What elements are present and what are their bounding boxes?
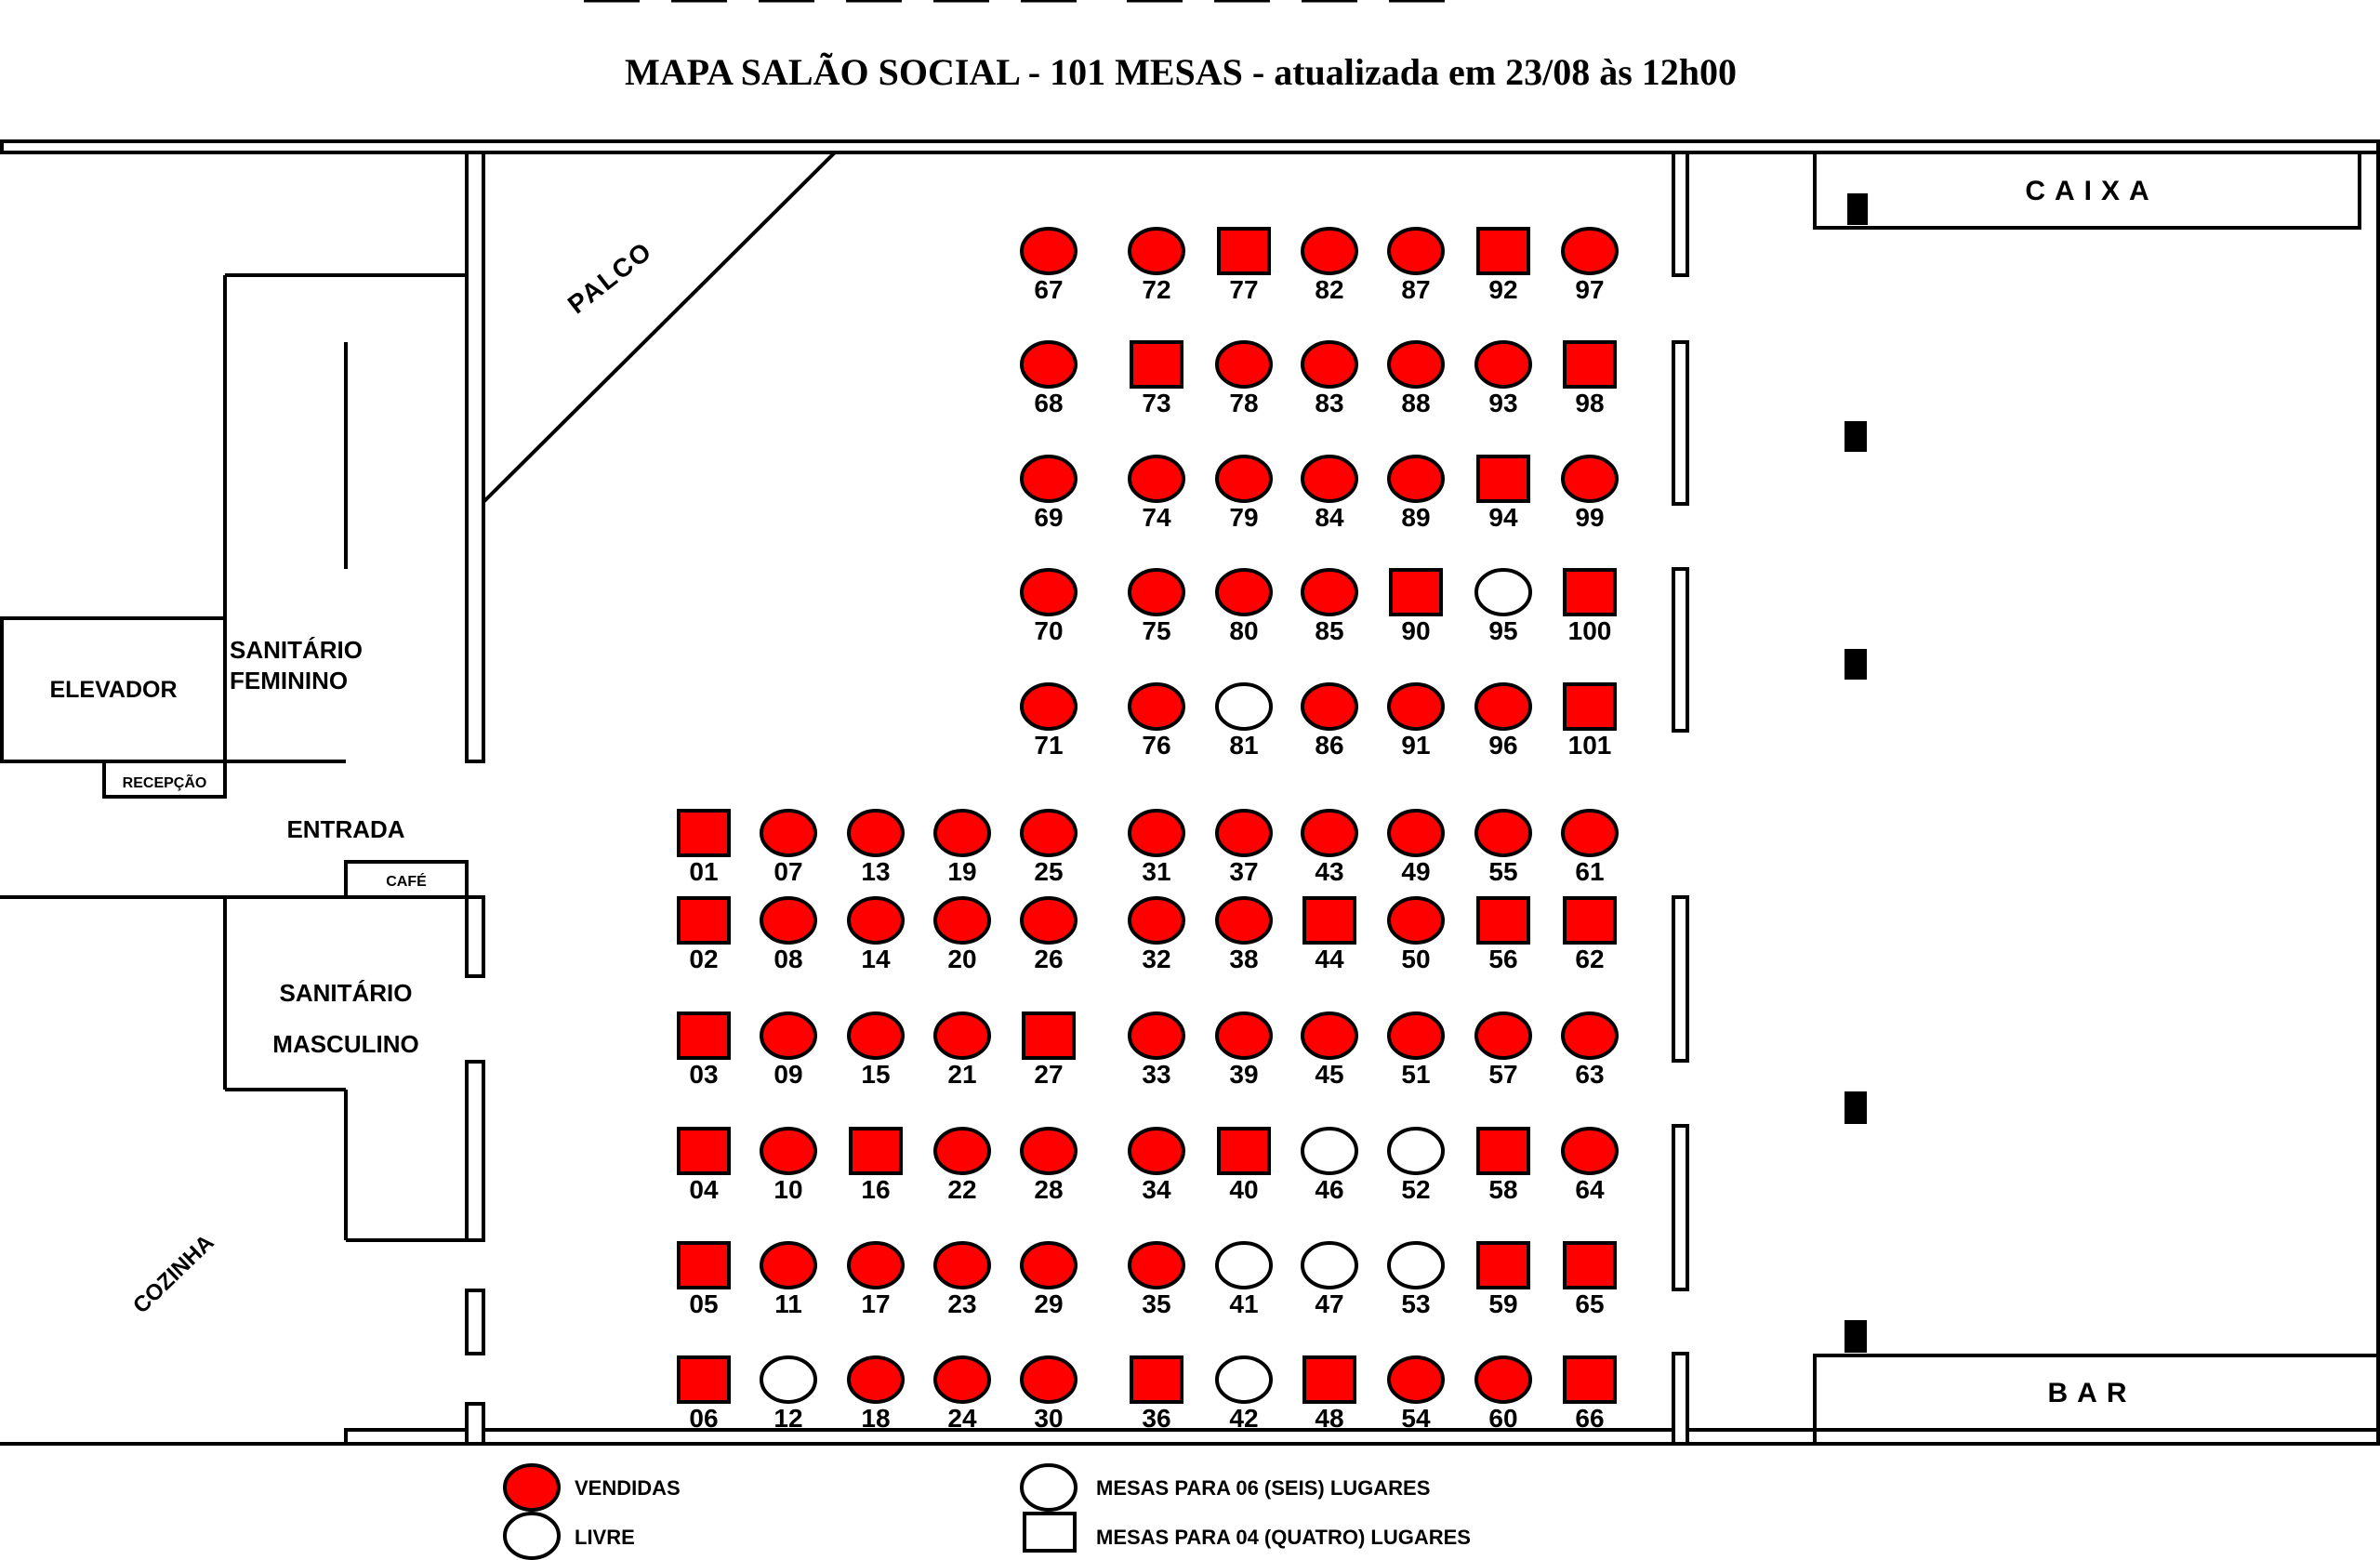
table-shape-round-sold[interactable] <box>1302 570 1356 615</box>
table-shape-square-sold[interactable] <box>1565 342 1615 387</box>
label-sanitario-feminino-1: SANITÁRIO <box>230 636 363 664</box>
table-number: 88 <box>1401 389 1431 417</box>
table-number: 60 <box>1488 1404 1518 1433</box>
table-number: 87 <box>1401 275 1431 304</box>
table-shape-round-sold[interactable] <box>1389 229 1443 273</box>
table-shape-square-sold[interactable] <box>1131 1357 1182 1402</box>
table-number: 84 <box>1315 503 1344 532</box>
label-sanitario-feminino-2: FEMININO <box>230 667 349 694</box>
table-number: 27 <box>1034 1060 1064 1089</box>
label-cozinha: COZINHA <box>128 1229 219 1319</box>
table-shape-round-sold[interactable] <box>1217 1013 1271 1058</box>
table-number: 74 <box>1142 503 1171 532</box>
table-shape-round-sold[interactable] <box>1130 456 1183 501</box>
table-shape-round-sold[interactable] <box>1476 1357 1530 1402</box>
table-number: 75 <box>1142 616 1171 645</box>
table-shape-square-sold[interactable] <box>679 811 729 855</box>
table-number: 12 <box>774 1404 803 1433</box>
table-shape-square-sold[interactable] <box>1565 684 1615 729</box>
table-shape-round-free[interactable] <box>1302 1243 1356 1288</box>
table-number: 48 <box>1315 1404 1344 1433</box>
label-entrada: ENTRADA <box>286 815 405 843</box>
table-shape-square-sold[interactable] <box>1565 1357 1615 1402</box>
table-shape-round-sold[interactable] <box>1476 811 1530 855</box>
table-number: 10 <box>774 1175 803 1204</box>
table-number: 93 <box>1488 389 1518 417</box>
table-shape-square-sold[interactable] <box>679 1129 729 1173</box>
table-shape-round-sold[interactable] <box>1389 456 1443 501</box>
table-shape-round-sold[interactable] <box>1389 1357 1443 1402</box>
table-shape-round-free[interactable] <box>1389 1129 1443 1173</box>
table-number: 35 <box>1142 1289 1171 1318</box>
label-palco: PALCO <box>562 235 658 320</box>
label-elevador: ELEVADOR <box>49 677 178 703</box>
table-number: 26 <box>1034 945 1064 973</box>
table-number: 40 <box>1229 1175 1259 1204</box>
table-shape-round-sold[interactable] <box>1217 898 1271 943</box>
table-shape-round-free[interactable] <box>1217 684 1271 729</box>
table-shape-square-sold[interactable] <box>1565 1243 1615 1288</box>
table-shape-round-sold[interactable] <box>1476 1013 1530 1058</box>
table-shape-square-sold[interactable] <box>1391 570 1441 615</box>
table-shape-round-sold[interactable] <box>761 1243 815 1288</box>
table-number: 85 <box>1315 616 1344 645</box>
table-shape-round-sold[interactable] <box>935 1357 989 1402</box>
table-number: 46 <box>1315 1175 1344 1204</box>
table-number: 78 <box>1229 389 1259 417</box>
table-shape-round-sold[interactable] <box>1022 570 1076 615</box>
legend-four-seats-label: MESAS PARA 04 (QUATRO) LUGARES <box>1096 1526 1471 1549</box>
table-shape-round-sold[interactable] <box>849 1243 903 1288</box>
legend-square-swatch <box>1025 1514 1075 1551</box>
legend-free-swatch <box>505 1514 559 1558</box>
table-number: 03 <box>689 1060 719 1089</box>
table-number: 73 <box>1142 389 1171 417</box>
table-number: 38 <box>1229 945 1259 973</box>
table-shape-round-sold[interactable] <box>1022 1243 1076 1288</box>
table-number: 100 <box>1567 616 1612 645</box>
table-number: 17 <box>861 1289 891 1318</box>
table-number: 54 <box>1401 1404 1431 1433</box>
table-number: 59 <box>1488 1289 1518 1318</box>
table-number: 81 <box>1229 731 1259 760</box>
table-number: 36 <box>1142 1404 1171 1433</box>
legend-sold-swatch <box>505 1465 559 1510</box>
table-shape-round-sold[interactable] <box>1563 1129 1617 1173</box>
label-caixa: CAIXA <box>2025 176 2159 206</box>
legend-round-swatch <box>1022 1465 1076 1510</box>
table-number: 49 <box>1401 857 1431 886</box>
table-number: 08 <box>774 945 803 973</box>
table-shape-round-sold[interactable] <box>1130 811 1183 855</box>
table-number: 58 <box>1488 1175 1518 1204</box>
table-shape-round-sold[interactable] <box>935 1243 989 1288</box>
table-shape-square-sold[interactable] <box>1304 898 1355 943</box>
table-number: 82 <box>1315 275 1344 304</box>
table-shape-square-sold[interactable] <box>1024 1013 1074 1058</box>
table-101[interactable] <box>1565 684 1615 760</box>
table-shape-round-sold[interactable] <box>849 1013 903 1058</box>
table-shape-round-sold[interactable] <box>1389 342 1443 387</box>
table-number: 29 <box>1034 1289 1064 1318</box>
table-number: 04 <box>689 1175 719 1204</box>
table-number: 66 <box>1575 1404 1605 1433</box>
label-sanitario-masculino-2: MASCULINO <box>272 1030 419 1058</box>
table-number: 11 <box>774 1289 802 1318</box>
table-number: 57 <box>1488 1060 1518 1089</box>
table-number: 101 <box>1567 731 1612 760</box>
table-number: 22 <box>947 1175 977 1204</box>
legend-sold-label: VENDIDAS <box>575 1476 681 1500</box>
table-shape-round-sold[interactable] <box>1302 229 1356 273</box>
table-number: 01 <box>689 857 719 886</box>
table-number: 70 <box>1034 616 1064 645</box>
table-shape-round-sold[interactable] <box>849 898 903 943</box>
table-shape-square-sold[interactable] <box>1565 570 1615 615</box>
legend-six-seats-label: MESAS PARA 06 (SEIS) LUGARES <box>1096 1476 1431 1500</box>
table-shape-square-sold[interactable] <box>1478 1129 1528 1173</box>
table-shape-round-sold[interactable] <box>1563 1013 1617 1058</box>
table-number: 76 <box>1142 731 1171 760</box>
table-number: 06 <box>689 1404 719 1433</box>
table-shape-round-sold[interactable] <box>1130 229 1183 273</box>
table-shape-round-sold[interactable] <box>1130 1129 1183 1173</box>
table-number: 71 <box>1034 731 1064 760</box>
table-shape-square-sold[interactable] <box>1478 898 1528 943</box>
table-number: 98 <box>1575 389 1605 417</box>
table-number: 41 <box>1229 1289 1259 1318</box>
table-number: 99 <box>1575 503 1605 532</box>
table-number: 30 <box>1034 1404 1064 1433</box>
table-number: 15 <box>861 1060 891 1089</box>
table-shape-square-sold[interactable] <box>1565 898 1615 943</box>
table-shape-round-sold[interactable] <box>849 811 903 855</box>
table-shape-round-free[interactable] <box>1389 1243 1443 1288</box>
table-number: 72 <box>1142 275 1171 304</box>
table-number: 45 <box>1315 1060 1344 1089</box>
table-number: 50 <box>1401 945 1431 973</box>
table-number: 89 <box>1401 503 1431 532</box>
label-cafe: CAFÉ <box>386 874 427 890</box>
table-shape-round-sold[interactable] <box>1302 1013 1356 1058</box>
table-number: 07 <box>774 857 803 886</box>
table-shape-round-sold[interactable] <box>1302 456 1356 501</box>
label-recepcao: RECEPÇÃO <box>122 775 207 791</box>
table-shape-square-sold[interactable] <box>679 1013 729 1058</box>
table-shape-round-sold[interactable] <box>1130 684 1183 729</box>
table-shape-round-sold[interactable] <box>935 1129 989 1173</box>
table-shape-round-sold[interactable] <box>1302 811 1356 855</box>
table-number: 65 <box>1575 1289 1605 1318</box>
table-number: 16 <box>861 1175 891 1204</box>
table-shape-round-sold[interactable] <box>1563 811 1617 855</box>
table-shape-square-sold[interactable] <box>679 1243 729 1288</box>
table-shape-round-sold[interactable] <box>1476 342 1530 387</box>
table-number: 79 <box>1229 503 1259 532</box>
table-number: 42 <box>1229 1404 1259 1433</box>
table-shape-round-free[interactable] <box>761 1357 815 1402</box>
table-shape-round-sold[interactable] <box>761 1013 815 1058</box>
table-number: 31 <box>1142 857 1171 886</box>
table-number: 20 <box>947 945 977 973</box>
table-shape-round-sold[interactable] <box>1563 229 1617 273</box>
table-number: 09 <box>774 1060 803 1089</box>
table-number: 91 <box>1401 731 1431 760</box>
table-number: 53 <box>1401 1289 1431 1318</box>
table-100[interactable] <box>1565 570 1615 645</box>
table-shape-round-sold[interactable] <box>935 811 989 855</box>
table-shape-round-sold[interactable] <box>1217 811 1271 855</box>
table-number: 47 <box>1315 1289 1344 1318</box>
table-shape-round-sold[interactable] <box>1217 570 1271 615</box>
legend-free-label: LIVRE <box>575 1526 635 1549</box>
table-shape-round-sold[interactable] <box>1130 898 1183 943</box>
table-shape-round-sold[interactable] <box>1217 456 1271 501</box>
table-shape-round-sold[interactable] <box>761 1129 815 1173</box>
table-number: 64 <box>1575 1175 1605 1204</box>
table-number: 68 <box>1034 389 1064 417</box>
table-shape-round-sold[interactable] <box>1022 342 1076 387</box>
table-shape-square-sold[interactable] <box>1219 229 1269 273</box>
page-title: MAPA SALÃO SOCIAL - 101 MESAS - atualizada em 23/08 às 12h00 <box>624 51 1738 93</box>
table-number: 44 <box>1315 945 1344 973</box>
table-number: 96 <box>1488 731 1518 760</box>
table-number: 14 <box>861 945 891 973</box>
table-number: 19 <box>947 857 977 886</box>
table-number: 94 <box>1488 503 1518 532</box>
table-number: 83 <box>1315 389 1344 417</box>
table-shape-round-sold[interactable] <box>761 811 815 855</box>
table-number: 52 <box>1401 1175 1431 1204</box>
table-number: 51 <box>1401 1060 1431 1089</box>
table-number: 67 <box>1034 275 1064 304</box>
table-number: 56 <box>1488 945 1518 973</box>
table-shape-round-free[interactable] <box>1217 1357 1271 1402</box>
table-number: 86 <box>1315 731 1344 760</box>
table-shape-round-sold[interactable] <box>1302 684 1356 729</box>
table-shape-square-sold[interactable] <box>1478 229 1528 273</box>
table-number: 33 <box>1142 1060 1171 1089</box>
table-number: 61 <box>1575 857 1605 886</box>
table-shape-round-sold[interactable] <box>1130 1013 1183 1058</box>
table-shape-round-sold[interactable] <box>1389 1013 1443 1058</box>
table-number: 24 <box>947 1404 977 1433</box>
table-shape-round-sold[interactable] <box>1389 811 1443 855</box>
table-number: 18 <box>861 1404 891 1433</box>
table-shape-round-sold[interactable] <box>1022 1357 1076 1402</box>
label-bar: BAR <box>2047 1378 2136 1408</box>
table-number: 69 <box>1034 503 1064 532</box>
table-number: 37 <box>1229 857 1259 886</box>
label-sanitario-masculino-1: SANITÁRIO <box>279 979 413 1007</box>
table-shape-round-sold[interactable] <box>1389 898 1443 943</box>
table-shape-round-sold[interactable] <box>1022 684 1076 729</box>
table-number: 13 <box>861 857 891 886</box>
table-number: 90 <box>1401 616 1431 645</box>
table-number: 62 <box>1575 945 1605 973</box>
table-shape-round-sold[interactable] <box>1022 229 1076 273</box>
table-number: 39 <box>1229 1060 1259 1089</box>
table-shape-round-sold[interactable] <box>1022 898 1076 943</box>
table-number: 05 <box>689 1289 719 1318</box>
table-shape-round-sold[interactable] <box>849 1357 903 1402</box>
table-shape-round-free[interactable] <box>1217 1243 1271 1288</box>
table-number: 92 <box>1488 275 1518 304</box>
table-shape-round-sold[interactable] <box>935 1013 989 1058</box>
table-number: 80 <box>1229 616 1259 645</box>
table-shape-round-sold[interactable] <box>1022 456 1076 501</box>
table-shape-round-sold[interactable] <box>1563 456 1617 501</box>
table-shape-round-sold[interactable] <box>1022 811 1076 855</box>
table-shape-round-sold[interactable] <box>1476 684 1530 729</box>
table-number: 21 <box>947 1060 977 1089</box>
table-shape-round-sold[interactable] <box>761 898 815 943</box>
table-number: 43 <box>1315 857 1344 886</box>
table-number: 23 <box>947 1289 977 1318</box>
table-shape-round-sold[interactable] <box>935 898 989 943</box>
table-shape-square-sold[interactable] <box>679 1357 729 1402</box>
table-shape-round-sold[interactable] <box>1389 684 1443 729</box>
table-shape-round-sold[interactable] <box>1302 342 1356 387</box>
table-shape-square-sold[interactable] <box>1304 1357 1355 1402</box>
table-shape-round-free[interactable] <box>1476 570 1530 615</box>
table-number: 25 <box>1034 857 1064 886</box>
table-shape-round-free[interactable] <box>1302 1129 1356 1173</box>
table-number: 97 <box>1575 275 1605 304</box>
table-number: 34 <box>1142 1175 1171 1204</box>
table-shape-round-sold[interactable] <box>1130 1243 1183 1288</box>
table-shape-square-sold[interactable] <box>1131 342 1182 387</box>
table-number: 28 <box>1034 1175 1064 1204</box>
table-shape-square-sold[interactable] <box>851 1129 901 1173</box>
table-number: 55 <box>1488 857 1518 886</box>
table-shape-round-sold[interactable] <box>1130 570 1183 615</box>
table-number: 95 <box>1488 616 1518 645</box>
table-shape-square-sold[interactable] <box>1478 1243 1528 1288</box>
table-shape-square-sold[interactable] <box>1219 1129 1269 1173</box>
table-number: 63 <box>1575 1060 1605 1089</box>
table-shape-square-sold[interactable] <box>679 898 729 943</box>
table-shape-round-sold[interactable] <box>1022 1129 1076 1173</box>
table-number: 02 <box>689 945 719 973</box>
table-shape-square-sold[interactable] <box>1478 456 1528 501</box>
table-number: 77 <box>1229 275 1259 304</box>
table-shape-round-sold[interactable] <box>1217 342 1271 387</box>
table-number: 32 <box>1142 945 1171 973</box>
